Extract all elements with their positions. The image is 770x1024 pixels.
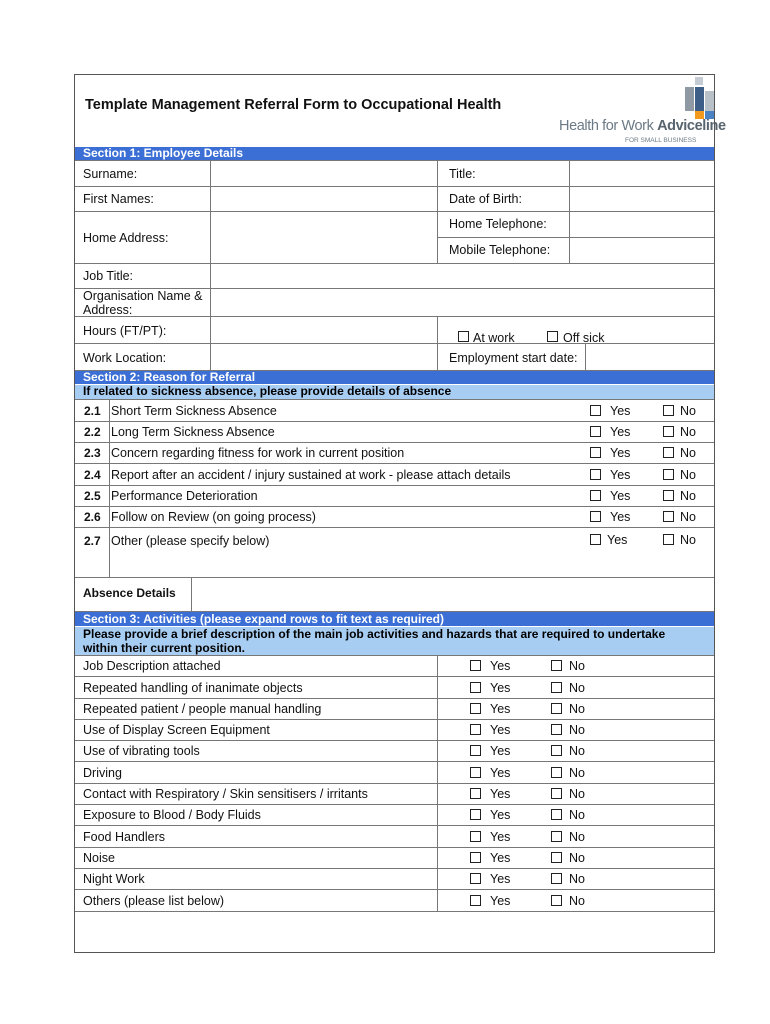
activity-label: Use of Display Screen Equipment bbox=[83, 723, 270, 737]
yes-label: Yes bbox=[490, 808, 511, 822]
activity-9-yes-checkbox[interactable] bbox=[470, 831, 481, 842]
logo-tagline: FOR SMALL BUSINESS bbox=[625, 137, 697, 144]
section2-heading: Section 2: Reason for Referral bbox=[75, 371, 714, 384]
activity-1-no-checkbox[interactable] bbox=[551, 660, 562, 671]
logo-text bbox=[559, 118, 726, 134]
yes-label: Yes bbox=[490, 851, 511, 865]
activity-label: Repeated handling of inanimate objects bbox=[83, 681, 303, 695]
job-title-field[interactable] bbox=[211, 264, 715, 288]
item-number: 2.7 bbox=[84, 534, 101, 548]
reason-label: Performance Deterioration bbox=[111, 489, 258, 503]
no-label: No bbox=[680, 468, 696, 482]
yes-label: Yes bbox=[490, 681, 511, 695]
yes-label: Yes bbox=[490, 766, 511, 780]
yes-label: Yes bbox=[610, 510, 631, 524]
no-label: No bbox=[569, 723, 585, 737]
dob-field[interactable] bbox=[570, 187, 715, 211]
surname-label: Surname: bbox=[83, 167, 138, 181]
reason-label: Follow on Review (on going process) bbox=[111, 510, 316, 524]
reason-label: Other (please specify below) bbox=[111, 534, 270, 548]
activity-label: Driving bbox=[83, 766, 122, 780]
section1-heading: Section 1: Employee Details bbox=[75, 147, 714, 160]
other-specify-field[interactable] bbox=[75, 550, 715, 577]
reason-6-no-checkbox[interactable] bbox=[663, 511, 674, 522]
no-label: No bbox=[569, 702, 585, 716]
yes-label: Yes bbox=[610, 446, 631, 460]
reason-5-yes-checkbox[interactable] bbox=[590, 490, 601, 501]
referral-form bbox=[74, 74, 726, 953]
section3-subheading-line1: Please provide a brief description of the main job activities and hazards that are required to undertake bbox=[83, 627, 666, 641]
logo-text-a: Health for Work bbox=[559, 118, 658, 134]
activity-label: Use of vibrating tools bbox=[83, 744, 200, 758]
activity-9-no-checkbox[interactable] bbox=[551, 831, 562, 842]
activity-3-yes-checkbox[interactable] bbox=[470, 703, 481, 714]
yes-label: Yes bbox=[490, 830, 511, 844]
activity-11-yes-checkbox[interactable] bbox=[470, 873, 481, 884]
logo bbox=[553, 75, 726, 147]
yes-label: Yes bbox=[490, 659, 511, 673]
yes-label: Yes bbox=[610, 425, 631, 439]
activity-label: Repeated patient / people manual handling bbox=[83, 702, 322, 716]
reason-label: Concern regarding fitness for work in current position bbox=[111, 446, 405, 460]
activity-5-yes-checkbox[interactable] bbox=[470, 745, 481, 756]
item-number: 2.6 bbox=[84, 510, 101, 524]
section2-subheading: If related to sickness absence, please provide details of absence bbox=[75, 385, 714, 399]
activity-label: Job Description attached bbox=[83, 659, 221, 673]
reason-2-yes-checkbox[interactable] bbox=[590, 426, 601, 437]
no-label: No bbox=[680, 446, 696, 460]
hours-field[interactable] bbox=[211, 317, 437, 343]
item-number: 2.5 bbox=[84, 489, 101, 503]
no-label: No bbox=[680, 533, 696, 547]
reason-5-no-checkbox[interactable] bbox=[663, 490, 674, 501]
reason-7-yes-checkbox[interactable] bbox=[590, 534, 601, 545]
item-number: 2.4 bbox=[84, 468, 101, 482]
off-sick-label: Off sick bbox=[563, 331, 605, 345]
no-label: No bbox=[680, 510, 696, 524]
yes-label: Yes bbox=[610, 404, 631, 418]
reason-3-no-checkbox[interactable] bbox=[663, 447, 674, 458]
activity-1-yes-checkbox[interactable] bbox=[470, 660, 481, 671]
yes-label: Yes bbox=[610, 468, 631, 482]
activity-10-no-checkbox[interactable] bbox=[551, 852, 562, 863]
section3-heading: Section 3: Activities (please expand rows to fit text as required) bbox=[75, 612, 714, 626]
activity-10-yes-checkbox[interactable] bbox=[470, 852, 481, 863]
no-label: No bbox=[569, 808, 585, 822]
reason-2-no-checkbox[interactable] bbox=[663, 426, 674, 437]
job-title-label: Job Title: bbox=[83, 269, 134, 283]
no-label: No bbox=[569, 787, 585, 801]
reason-3-yes-checkbox[interactable] bbox=[590, 447, 601, 458]
no-label: No bbox=[569, 681, 585, 695]
no-label: No bbox=[569, 851, 585, 865]
reason-1-no-checkbox[interactable] bbox=[663, 405, 674, 416]
section3-subheading bbox=[75, 627, 714, 655]
home-telephone-field[interactable] bbox=[570, 212, 715, 237]
activity-8-yes-checkbox[interactable] bbox=[470, 809, 481, 820]
yes-label: Yes bbox=[610, 489, 631, 503]
logo-text-b: Adviceline bbox=[657, 118, 726, 134]
yes-label: Yes bbox=[490, 894, 511, 908]
no-label: No bbox=[680, 425, 696, 439]
first-names-label: First Names: bbox=[83, 192, 154, 206]
yes-label: Yes bbox=[607, 533, 628, 547]
reason-4-no-checkbox[interactable] bbox=[663, 469, 674, 480]
absence-details-label: Absence Details bbox=[83, 586, 176, 600]
activity-7-no-checkbox[interactable] bbox=[551, 788, 562, 799]
absence-details-field[interactable] bbox=[192, 578, 715, 611]
activity-label: Others (please list below) bbox=[83, 894, 225, 908]
organisation-field[interactable] bbox=[211, 289, 715, 316]
work-location-field[interactable] bbox=[211, 344, 437, 370]
yes-label: Yes bbox=[490, 744, 511, 758]
activity-label: Food Handlers bbox=[83, 830, 165, 844]
activity-5-no-checkbox[interactable] bbox=[551, 745, 562, 756]
no-label: No bbox=[569, 744, 585, 758]
activity-11-no-checkbox[interactable] bbox=[551, 873, 562, 884]
activity-12-yes-checkbox[interactable] bbox=[470, 895, 481, 906]
yes-label: Yes bbox=[490, 723, 511, 737]
no-label: No bbox=[569, 659, 585, 673]
activity-label: Night Work bbox=[83, 872, 145, 886]
employment-start-field[interactable] bbox=[586, 344, 715, 370]
activity-3-no-checkbox[interactable] bbox=[551, 703, 562, 714]
home-telephone-label: Home Telephone: bbox=[449, 217, 547, 231]
org-label-line2: Address: bbox=[83, 303, 133, 317]
title-label: Title: bbox=[449, 167, 476, 181]
mobile-telephone-label: Mobile Telephone: bbox=[449, 243, 551, 257]
no-label: No bbox=[569, 872, 585, 886]
no-label: No bbox=[680, 404, 696, 418]
no-label: No bbox=[680, 489, 696, 503]
work-location-label: Work Location: bbox=[83, 351, 167, 365]
activity-label: Noise bbox=[83, 851, 115, 865]
reason-7-no-checkbox[interactable] bbox=[663, 534, 674, 545]
item-number: 2.3 bbox=[84, 446, 101, 460]
home-address-label: Home Address: bbox=[83, 231, 169, 245]
activity-4-yes-checkbox[interactable] bbox=[470, 724, 481, 735]
no-label: No bbox=[569, 894, 585, 908]
reason-4-yes-checkbox[interactable] bbox=[590, 469, 601, 480]
first-names-field[interactable] bbox=[211, 187, 437, 211]
off-sick-checkbox[interactable] bbox=[547, 331, 558, 342]
surname-field[interactable] bbox=[211, 161, 437, 186]
dob-label: Date of Birth: bbox=[449, 192, 522, 206]
reason-1-yes-checkbox[interactable] bbox=[590, 405, 601, 416]
activity-2-no-checkbox[interactable] bbox=[551, 682, 562, 693]
yes-label: Yes bbox=[490, 872, 511, 886]
reason-label: Long Term Sickness Absence bbox=[111, 425, 275, 439]
activity-12-no-checkbox[interactable] bbox=[551, 895, 562, 906]
activity-label: Exposure to Blood / Body Fluids bbox=[83, 808, 261, 822]
home-address-field[interactable] bbox=[211, 212, 437, 263]
activity-8-no-checkbox[interactable] bbox=[551, 809, 562, 820]
reason-6-yes-checkbox[interactable] bbox=[590, 511, 601, 522]
activity-7-yes-checkbox[interactable] bbox=[470, 788, 481, 799]
activity-4-no-checkbox[interactable] bbox=[551, 724, 562, 735]
no-label: No bbox=[569, 830, 585, 844]
employment-start-label: Employment start date: bbox=[449, 351, 578, 365]
activity-label: Contact with Respiratory / Skin sensitisers / irritants bbox=[83, 787, 368, 801]
title-field[interactable] bbox=[570, 161, 715, 186]
reason-label: Report after an accident / injury sustained at work - please attach details bbox=[111, 468, 511, 482]
form-title: Template Management Referral Form to Occupational Health bbox=[85, 97, 502, 113]
activity-6-no-checkbox[interactable] bbox=[551, 767, 562, 778]
yes-label: Yes bbox=[490, 702, 511, 716]
activity-6-yes-checkbox[interactable] bbox=[470, 767, 481, 778]
mobile-telephone-field[interactable] bbox=[570, 238, 715, 263]
others-list-field[interactable] bbox=[75, 912, 715, 953]
reason-label: Short Term Sickness Absence bbox=[111, 404, 277, 418]
org-label-line1: Organisation Name & bbox=[83, 289, 203, 303]
no-label: No bbox=[569, 766, 585, 780]
hours-label: Hours (FT/PT): bbox=[83, 324, 167, 338]
yes-label: Yes bbox=[490, 787, 511, 801]
section3-subheading-line2: within their current position. bbox=[83, 641, 245, 655]
at-work-label: At work bbox=[473, 331, 515, 345]
activity-2-yes-checkbox[interactable] bbox=[470, 682, 481, 693]
at-work-checkbox[interactable] bbox=[458, 331, 469, 342]
item-number: 2.1 bbox=[84, 404, 101, 418]
item-number: 2.2 bbox=[84, 425, 101, 439]
